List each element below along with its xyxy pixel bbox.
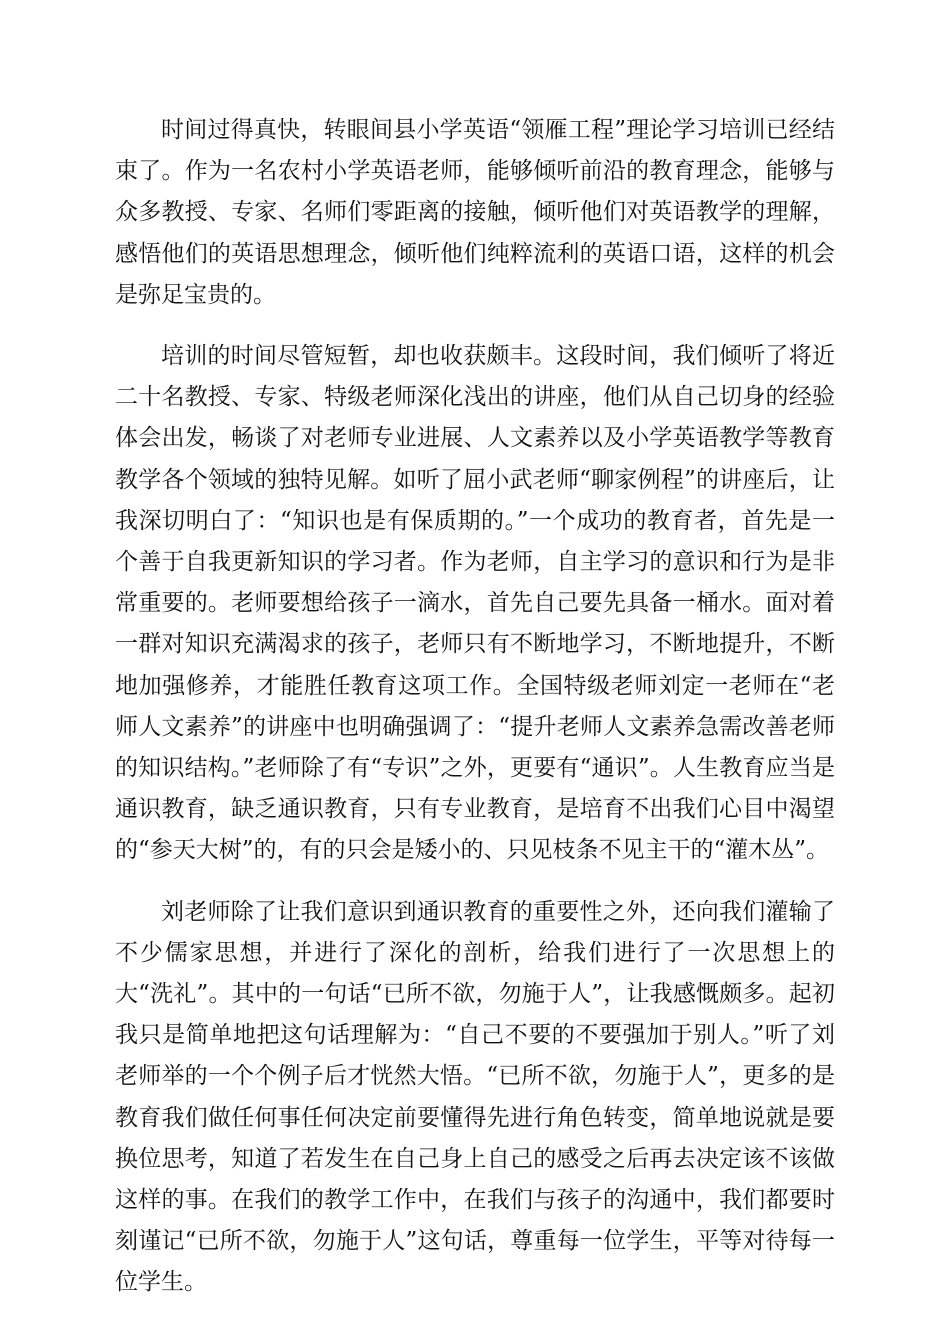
paragraph-1: 时间过得真快，转眼间县小学英语“领雁工程”理论学习培训已经结束了。作为一名农村小学英语老师，能够倾听前沿的教育理念，能够与众多教授、专家、名师们零距离的接触，倾听他们对英语教学的理解，感悟他们的英语思想理念，倾听他们纯粹流利的英语口语，这样的机会是弥足宝贵的。 [115, 117, 835, 308]
paragraph-2: 培训的时间尽管短暂，却也收获颇丰。这段时间，我们倾听了将近二十名教授、专家、特级老师深化浅出的讲座，他们从自己切身的经验体会出发，畅谈了对老师专业进展、人文素养以及小学英语教学等教育教学各个领域的独特见解。如听了屈小武老师“聊家例程”的讲座后，让我深切明白了：“知识也是有保质期的。”一个成功的教育者，首先是一个善于自我更新知识的学习者。作为老师，自主学习的意识和行为是非常重要的。老师要想给孩子一滴水，首先自己要先具备一桶水。面对着一群对知识充满渴求的孩子，老师只有不断地学习，不断地提升，不断地加强修养，才能胜任教育这项工作。全国特级老师刘定一老师在“老师人文素养”的讲座中也明确强调了：“提升老师人文素养急需改善老师的知识结构。”老师除了有“专识”之外，更要有“通识”。人生教育应当是通识教育，缺乏通识教育，只有专业教育，是培育不出我们心目中渴望的“参天大树”的，有的只会是矮小的、只见枝条不见主干的“灌木丛”。 [115, 343, 835, 864]
document-body [115, 110, 835, 1324]
paragraph-3: 刘老师除了让我们意识到通识教育的重要性之外，还向我们灌输了不少儒家思想，并进行了深化的剖析，给我们进行了一次思想上的大“洗礼”。其中的一句话“已所不欲，勿施于人”，让我感慨颇多。起初我只是简单地把这句话理解为：“自己不要的不要强加于别人。”听了刘老师举的一个个例子后才恍然大悟。“已所不欲，勿施于人”，更多的是教育我们做任何事任何决定前要懂得先进行角色转变，简单地说就是要换位思考，知道了若发生在自己身上自己的感受之后再去决定该不该做这样的事。在我们的教学工作中，在我们与孩子的沟通中，我们都要时刻谨记“已所不欲，勿施于人”这句话，尊重每一位学生，平等对待每一位学生。 [115, 898, 835, 1296]
